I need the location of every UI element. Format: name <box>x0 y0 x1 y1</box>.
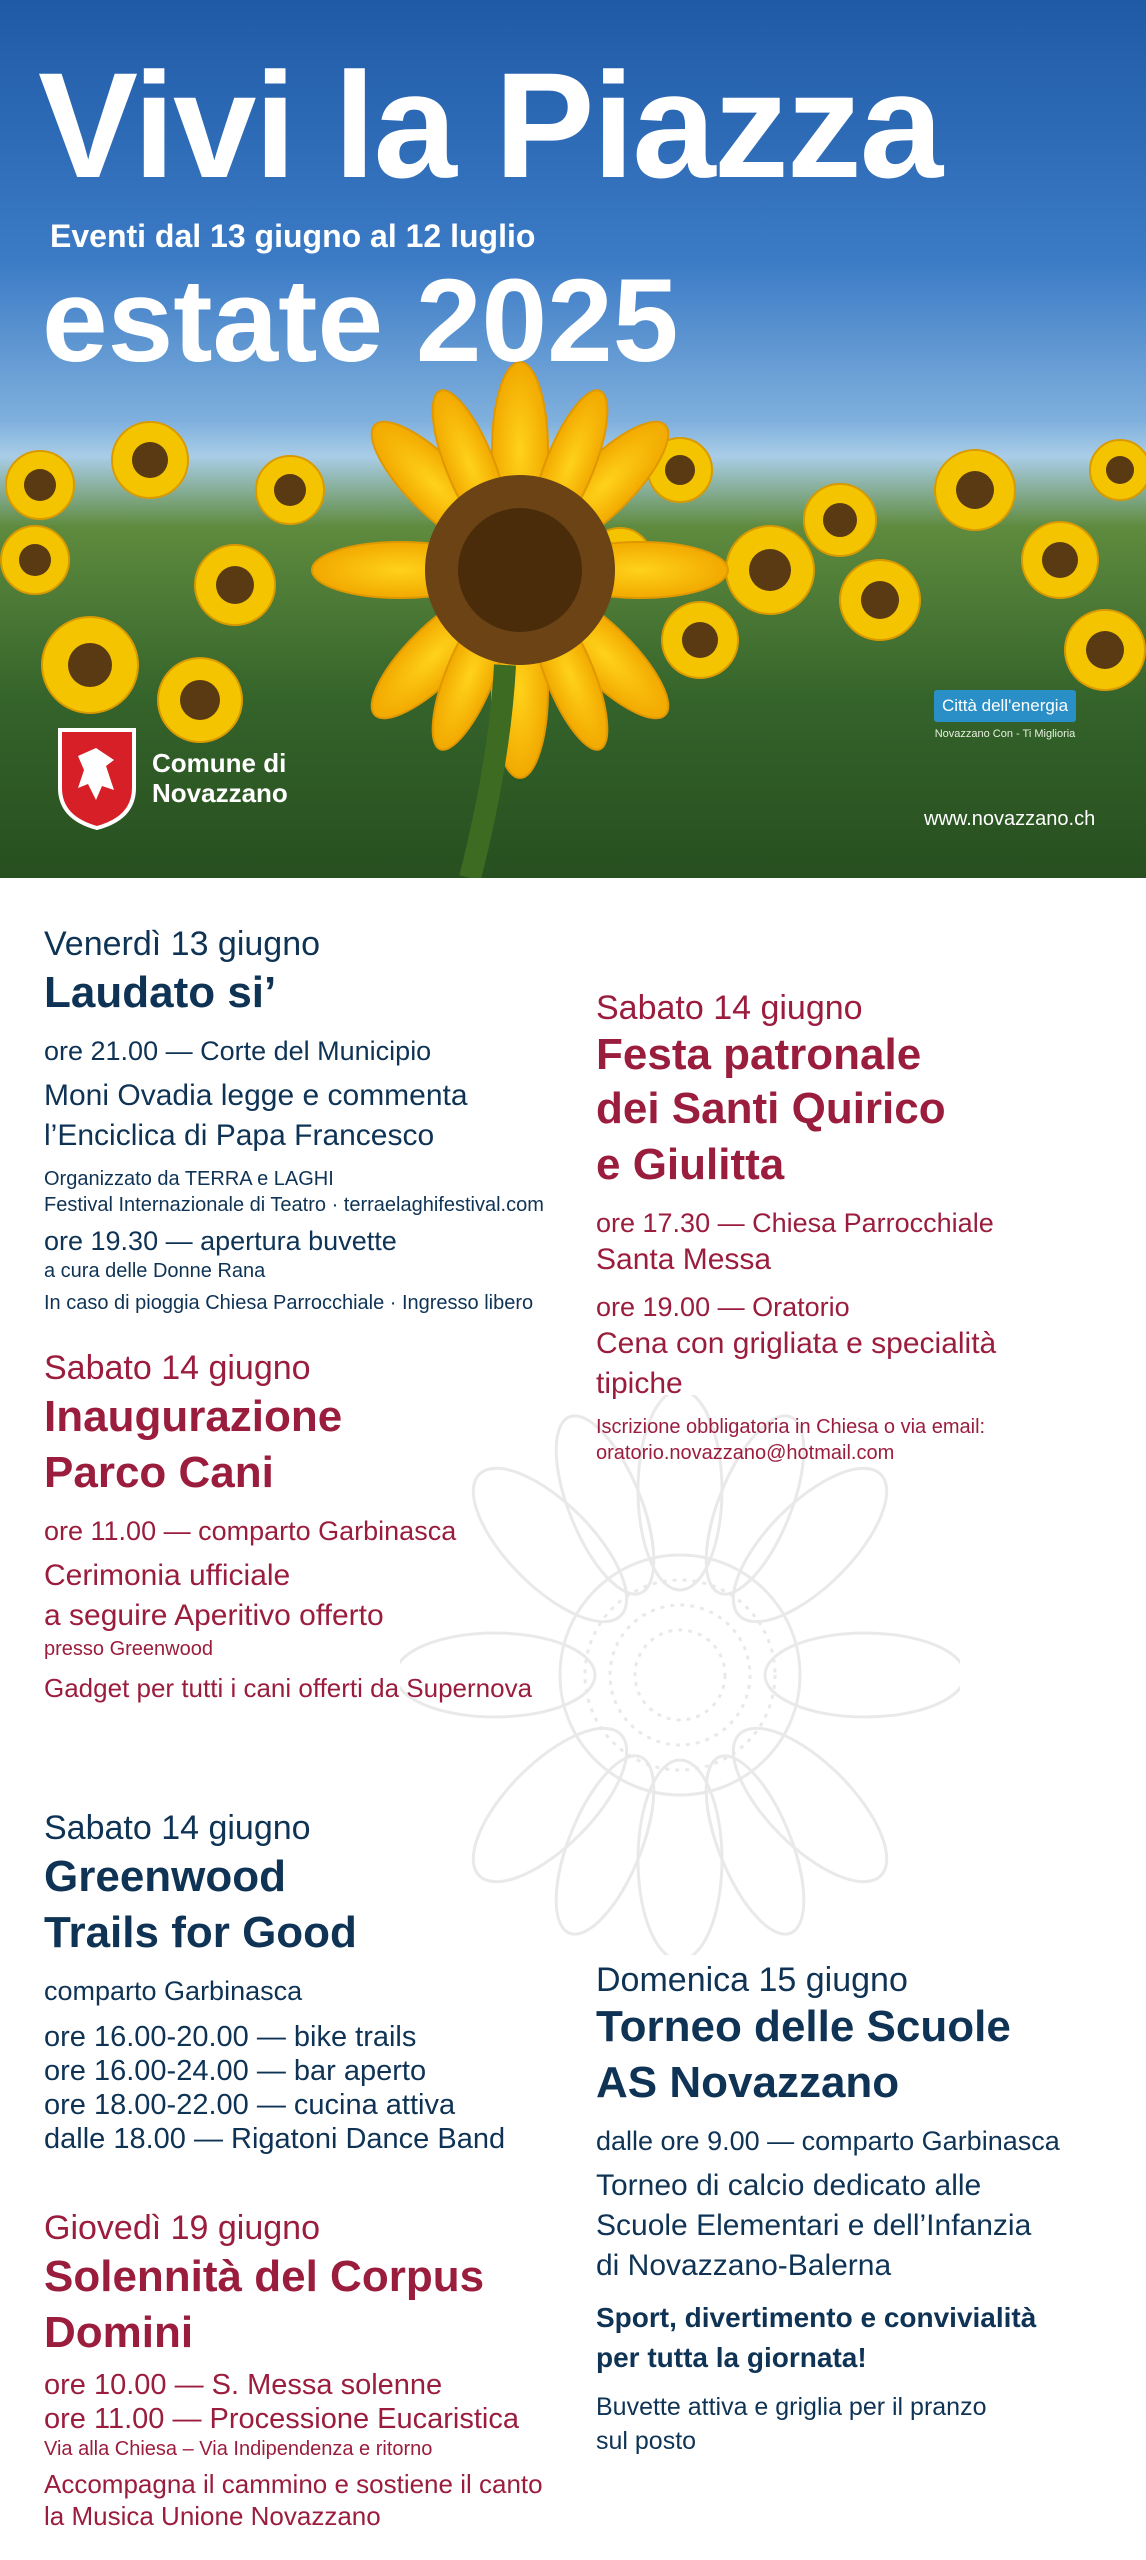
website-link[interactable]: www.novazzano.ch <box>924 808 1096 830</box>
event-period: Eventi dal 13 giugno al 12 luglio <box>50 218 536 254</box>
event-parco-cani <box>44 1348 584 1714</box>
event-note: Via alla Chiesa – Via Indipendenza e ritorno <box>44 2438 433 2460</box>
event-title: Domini <box>44 2308 194 2357</box>
hero-banner <box>0 0 1146 878</box>
event-torneo-scuole <box>596 1960 1136 2458</box>
event-desc: tipiche <box>596 1367 683 1400</box>
event-title: dei Santi Quirico <box>596 1084 946 1133</box>
event-note: In caso di pioggia Chiesa Parrocchiale · Ingresso libero <box>44 1292 534 1314</box>
event-time: ore 19.30 — apertura buvette <box>44 1226 397 1256</box>
event-email[interactable]: oratorio.novazzano@hotmail.com <box>596 1442 895 1464</box>
event-title: Trails for Good <box>44 1908 357 1957</box>
event-note: presso Greenwood <box>44 1638 213 1660</box>
event-date: Sabato 14 giugno <box>596 989 863 1027</box>
event-desc: Santa Messa <box>596 1243 772 1276</box>
event-desc: Cerimonia ufficiale <box>44 1559 291 1592</box>
event-time: ore 11.00 — Processione Eucaristica <box>44 2403 519 2435</box>
event-desc: a seguire Aperitivo offerto <box>44 1599 384 1632</box>
event-note: Buvette attiva e griglia per il pranzo <box>596 2393 987 2421</box>
event-desc: Gadget per tutti i cani offerti da Supernova <box>44 1673 533 1703</box>
event-title: Laudato si’ <box>44 968 277 1017</box>
energia-label: Città dell'energia <box>934 690 1076 722</box>
event-date: Sabato 14 giugno <box>44 1349 311 1387</box>
event-date: Domenica 15 giugno <box>596 1961 908 1999</box>
event-note: Organizzato da TERRA e LAGHI <box>44 1168 334 1190</box>
event-title: e Giulitta <box>596 1140 785 1189</box>
event-title: Torneo delle Scuole <box>596 2002 1011 2051</box>
event-highlight: per tutta la giornata! <box>596 2342 867 2373</box>
event-title: Parco Cani <box>44 1448 274 1497</box>
event-laudato-si <box>44 924 584 1322</box>
comune-name-2: Novazzano <box>152 778 288 808</box>
event-date: Sabato 14 giugno <box>44 1809 311 1847</box>
event-title: Inaugurazione <box>44 1392 343 1441</box>
event-festa-patronale <box>596 988 1136 1472</box>
event-time: dalle ore 9.00 — comparto Garbinasca <box>596 2126 1060 2156</box>
event-desc: Cena con grigliata e specialità <box>596 1327 997 1360</box>
event-greenwood <box>44 1808 584 2156</box>
event-schedule-row: dalle 18.00 — Rigatoni Dance Band <box>44 2123 506 2155</box>
event-time: ore 10.00 — S. Messa solenne <box>44 2369 443 2401</box>
event-title: Greenwood <box>44 1852 287 1901</box>
event-title: AS Novazzano <box>596 2058 900 2107</box>
page-title: Vivi la Piazza <box>38 41 942 209</box>
comune-logo <box>56 726 288 830</box>
event-desc: di Novazzano-Balerna <box>596 2249 892 2282</box>
event-desc: l’Enciclica di Papa Francesco <box>44 1119 435 1152</box>
crest-icon <box>56 726 138 830</box>
event-corpus-domini <box>44 2208 584 2532</box>
comune-name-1: Comune di <box>152 748 287 778</box>
event-note: Iscrizione obbligatoria in Chiesa o via email: <box>596 1416 986 1438</box>
event-schedule-row: ore 18.00-22.00 — cucina attiva <box>44 2089 456 2121</box>
season-title: estate 2025 <box>42 255 679 387</box>
event-schedule-row: ore 16.00-20.00 — bike trails <box>44 2021 417 2053</box>
event-time: ore 21.00 — Corte del Municipio <box>44 1036 432 1066</box>
event-date: Venerdì 13 giugno <box>44 925 321 963</box>
event-time: ore 11.00 — comparto Garbinasca <box>44 1516 457 1546</box>
event-schedule-row: ore 16.00-24.00 — bar aperto <box>44 2055 427 2087</box>
event-desc: Torneo di calcio dedicato alle <box>596 2169 982 2202</box>
event-time: ore 17.30 — Chiesa Parrocchiale <box>596 1208 994 1238</box>
event-time: ore 19.00 — Oratorio <box>596 1292 850 1322</box>
event-desc: Scuole Elementari e dell’Infanzia <box>596 2209 1032 2242</box>
event-desc: la Musica Unione Novazzano <box>44 2501 381 2531</box>
event-date: Giovedì 19 giugno <box>44 2209 320 2247</box>
energia-logo <box>920 690 1090 740</box>
event-desc: Accompagna il cammino e sostiene il canto <box>44 2469 543 2499</box>
event-note: sul posto <box>596 2427 697 2455</box>
event-title: Solennità del Corpus <box>44 2252 485 2301</box>
event-note: a cura delle Donne Rana <box>44 1260 266 1282</box>
event-highlight: Sport, divertimento e convivialità <box>596 2302 1037 2333</box>
event-location: comparto Garbinasca <box>44 1976 303 2006</box>
event-desc: Moni Ovadia legge e commenta <box>44 1079 468 1112</box>
event-note: Festival Internazionale di Teatro · terraelaghifestival.com <box>44 1194 544 1216</box>
energia-tag: Novazzano Con - Ti Miglioria <box>934 728 1076 740</box>
event-title: Festa patronale <box>596 1030 922 1079</box>
